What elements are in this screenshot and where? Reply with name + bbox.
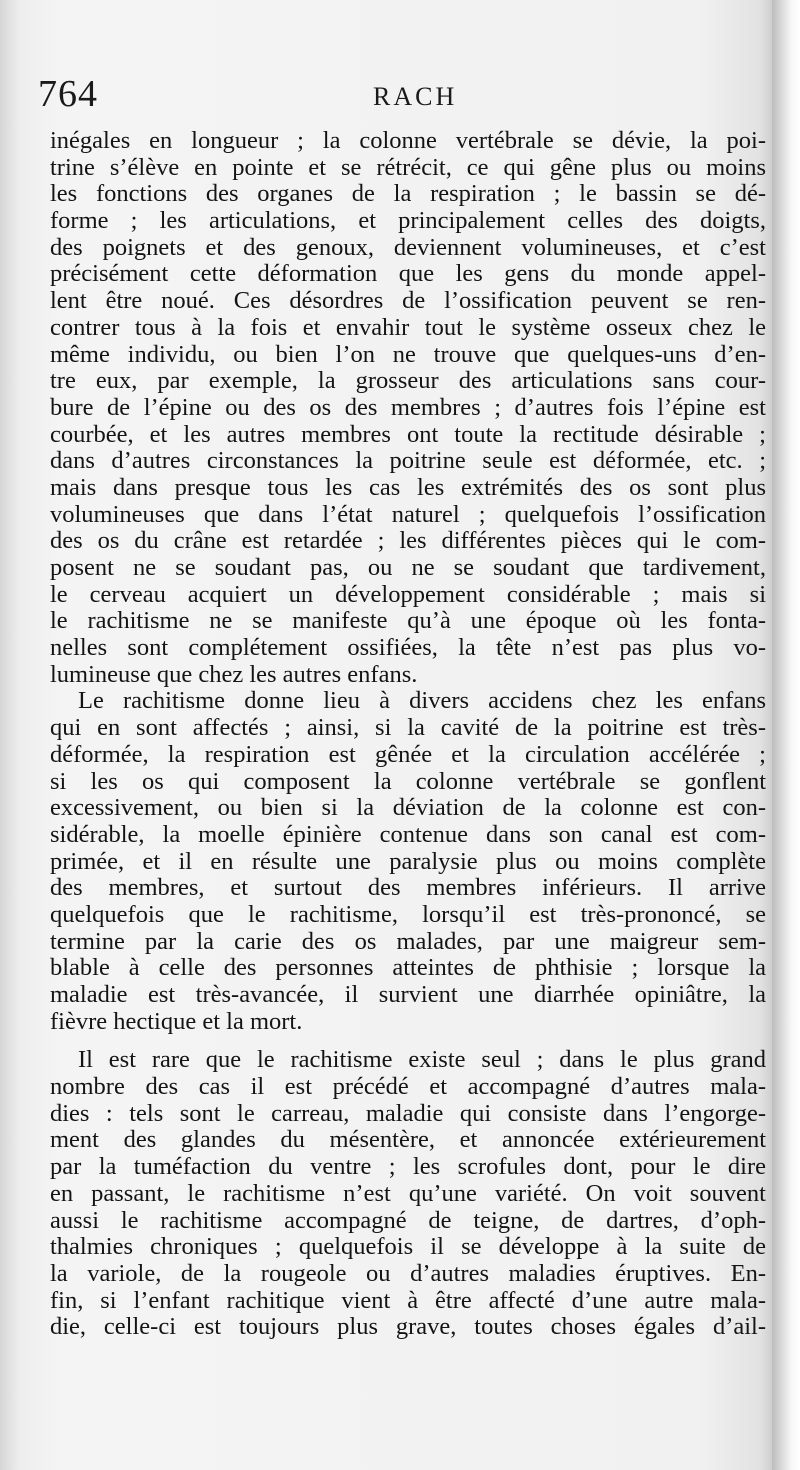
text-line: dies : tels sont le carreau, maladie qui consiste dans l’engorge- bbox=[50, 1099, 766, 1127]
text-line: qui en sont affectés ; ainsi, si la cavité de la poitrine est très- bbox=[50, 714, 766, 742]
text-line: aussi le rachitisme accompagné de teigne, de dartres, d’oph- bbox=[50, 1206, 766, 1234]
text-line: dans d’autres circonstances la poitrine seule est déformée, etc. ; bbox=[50, 447, 766, 475]
page-edge-shadow bbox=[772, 0, 800, 1470]
text-line: tre eux, par exemple, la grosseur des articulations sans cour- bbox=[50, 367, 766, 395]
text-line: nombre des cas il est précédé et accompagné d’autres mala- bbox=[50, 1073, 766, 1101]
text-line: maladie est très-avancée, il survient une diarrhée opiniâtre, la bbox=[50, 981, 766, 1008]
text-line: par la tuméfaction du ventre ; les scrofules dont, pour le dire bbox=[50, 1153, 766, 1181]
text-line: en passant, le rachitisme n’est qu’une variété. On voit souvent bbox=[50, 1179, 766, 1207]
text-line: contrer tous à la fois et envahir tout le système osseux chez le bbox=[50, 313, 766, 341]
running-head: RACH bbox=[373, 82, 458, 111]
text-line: précisément cette déformation que les gens du monde appel- bbox=[50, 260, 766, 288]
text-line: Il est rare que le rachitisme existe seul ; dans le plus grand bbox=[78, 1046, 766, 1074]
text-line: même individu, ou bien l’on ne trouve que quelques-uns d’en- bbox=[50, 340, 766, 368]
page-header bbox=[38, 72, 738, 122]
text-line: déformée, la respiration est gênée et la circulation accélérée ; bbox=[50, 740, 766, 768]
text-line: des membres, et surtout des membres inférieurs. Il arrive bbox=[50, 874, 766, 902]
text-line: sidérable, la moelle épinière contenue dans son canal est com- bbox=[50, 820, 766, 848]
text-line: si les os qui composent la colonne vertébrale se gonflent bbox=[50, 767, 766, 795]
text-line: nelles sont complétement ossifiées, la tête n’est pas plus vo- bbox=[50, 634, 766, 662]
text-line: bure de l’épine ou des os des membres ; d’autres fois l’épine est bbox=[50, 393, 766, 421]
text-line: Le rachitisme donne lieu à divers accidens chez les enfans bbox=[78, 687, 766, 715]
text-line: lent être noué. Ces désordres de l’ossification peuvent se ren- bbox=[50, 287, 766, 315]
text-line: la variole, de la rougeole ou d’autres maladies éruptives. En- bbox=[50, 1259, 766, 1287]
text-line: forme ; les articulations, et principalement celles des doigts, bbox=[50, 207, 766, 235]
text-line: les fonctions des organes de la respiration ; le bassin se dé- bbox=[50, 180, 766, 208]
page-number: 764 bbox=[38, 73, 98, 115]
text-line: fin, si l’enfant rachitique vient à être affecté d’une autre mala- bbox=[50, 1286, 766, 1314]
text-line: volumineuses que dans l’état naturel ; quelquefois l’ossification bbox=[50, 500, 766, 528]
text-line: inégales en longueur ; la colonne vertébrale se dévie, la poi- bbox=[50, 127, 766, 154]
text-line: des poignets et des genoux, deviennent volumineuses, et c’est bbox=[50, 233, 766, 261]
text-line: thalmies chroniques ; quelquefois il se développe à la suite de bbox=[50, 1233, 766, 1261]
paragraph-1 bbox=[50, 128, 766, 688]
text-line: courbée, et les autres membres ont toute la rectitude désirable ; bbox=[50, 420, 766, 448]
text-line: le rachitisme ne se manifeste qu’à une époque où les fonta- bbox=[50, 607, 766, 635]
paragraph-3 bbox=[50, 1047, 766, 1341]
paragraph-2 bbox=[50, 688, 766, 1035]
text-line: blable à celle des personnes atteintes de phthisie ; lorsque la bbox=[50, 954, 766, 982]
body-text bbox=[50, 128, 766, 1341]
text-line: le cerveau acquiert un développement considérable ; mais si bbox=[50, 580, 766, 608]
text-line: mais dans presque tous les cas les extrémités des os sont plus bbox=[50, 473, 766, 501]
text-line: des os du crâne est retardée ; les différentes pièces qui le com- bbox=[50, 527, 766, 555]
text-line: lumineuse que chez les autres enfans. bbox=[50, 660, 418, 688]
text-line: primée, et il en résulte une paralysie plus ou moins complète bbox=[50, 847, 766, 875]
text-line: ment des glandes du mésentère, et annoncée extérieurement bbox=[50, 1126, 766, 1154]
text-line: fièvre hectique et la mort. bbox=[50, 1007, 303, 1035]
text-line: trine s’élève en pointe et se rétrécit, ce qui gêne plus ou moins bbox=[50, 153, 766, 181]
text-line: termine par la carie des os malades, par une maigreur sem- bbox=[50, 927, 766, 955]
text-line: die, celle-ci est toujours plus grave, toutes choses égales d’ail- bbox=[50, 1313, 766, 1341]
text-line: excessivement, ou bien si la déviation de la colonne est con- bbox=[50, 794, 766, 822]
text-line: posent ne se soudant pas, ou ne se soudant que tardivement, bbox=[50, 554, 766, 581]
text-line: quelquefois que le rachitisme, lorsqu’il est très-prononcé, se bbox=[50, 900, 766, 928]
